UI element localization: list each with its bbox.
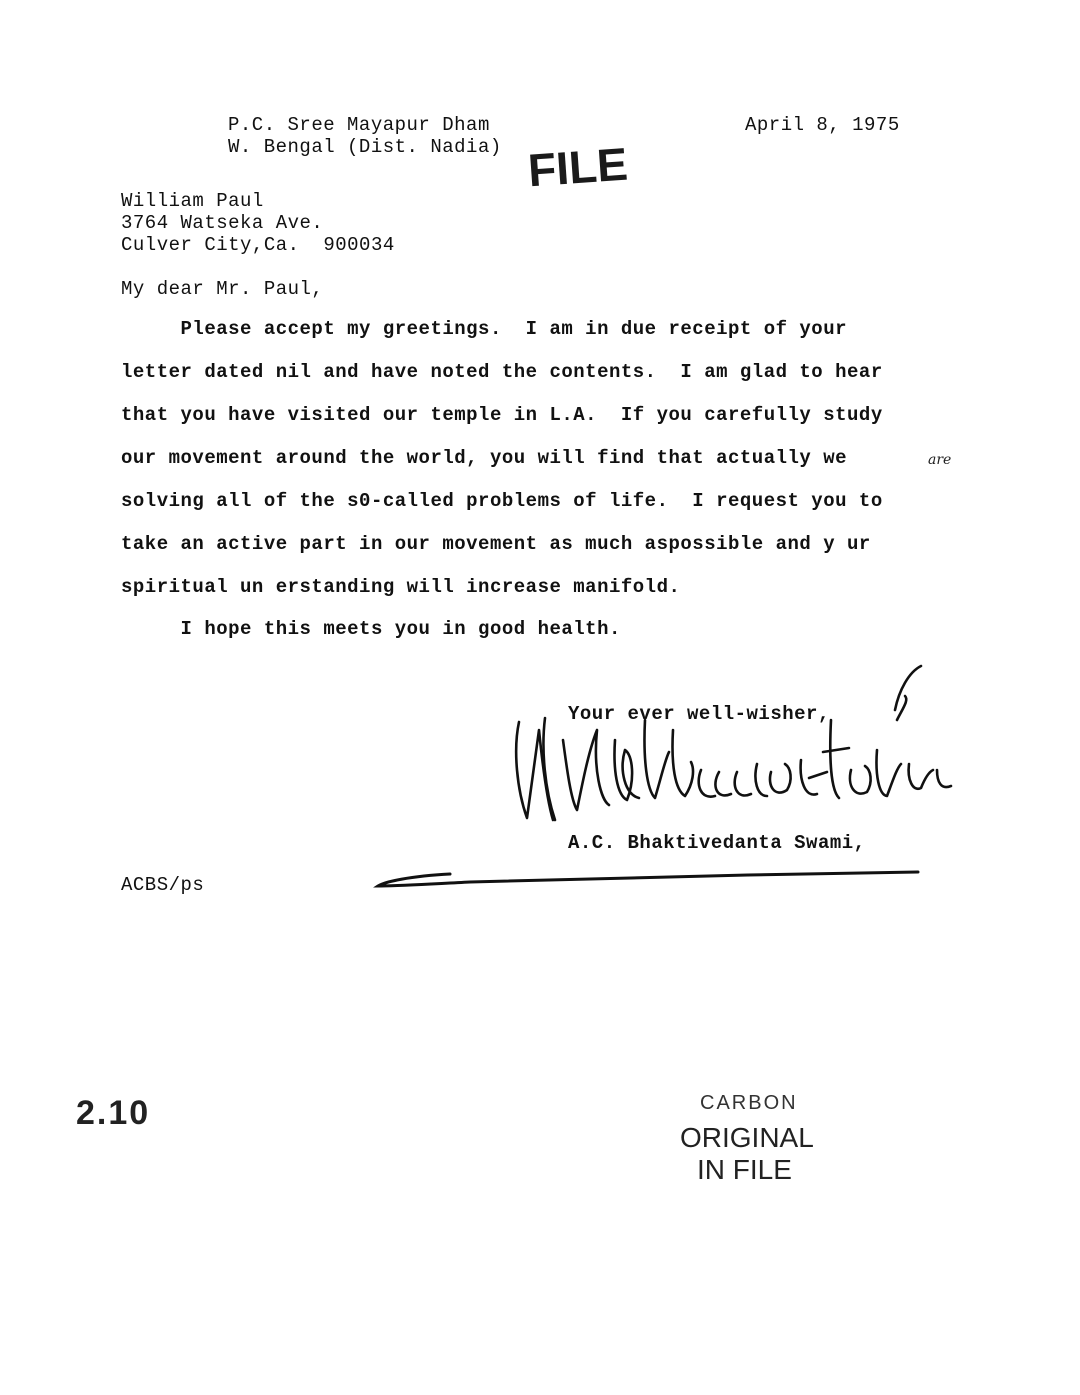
closing-line: Your ever well-wisher, <box>568 703 830 725</box>
pen-stroke-line <box>370 860 930 900</box>
file-stamp: FILE <box>526 137 630 197</box>
body-line-1: Please accept my greetings. I am in due receipt of your <box>121 318 848 340</box>
body-line-7: spiritual un erstanding will increase manifold. <box>121 576 681 598</box>
reference-initials: ACBS/ps <box>121 874 205 896</box>
carbon-stamp-line-2: ORIGINAL <box>680 1122 814 1153</box>
handwritten-signature <box>505 660 965 830</box>
body-line-3: that you have visited our temple in L.A. If you carefully study <box>121 404 883 426</box>
handwritten-insert: are <box>928 452 952 468</box>
body-line-4: our movement around the world, you will find that actually we <box>121 447 848 469</box>
carbon-stamp-line-1: CARBON <box>700 1092 798 1114</box>
reference-number-stamp: 2.10 <box>76 1094 151 1132</box>
body-line-5: solving all of the s0-called problems of life. I request you to <box>121 490 883 512</box>
salutation: My dear Mr. Paul, <box>121 278 324 300</box>
recipient-street: 3764 Watseka Ave. <box>121 212 324 234</box>
body-line-2: letter dated nil and have noted the contents. I am glad to hear <box>121 361 883 383</box>
body-line-8: I hope this meets you in good health. <box>121 618 621 640</box>
sender-address-line-1: P.C. Sree Mayapur Dham <box>228 114 490 136</box>
signature-name: A.C. Bhaktivedanta Swami, <box>568 832 866 854</box>
body-line-6: take an active part in our movement as much aspossible and y ur <box>121 533 871 555</box>
recipient-name: William Paul <box>121 190 264 212</box>
carbon-stamp-line-3: IN FILE <box>697 1154 792 1185</box>
sender-address-line-2: W. Bengal (Dist. Nadia) <box>228 136 502 158</box>
letter-date: April 8, 1975 <box>745 114 900 136</box>
recipient-city: Culver City,Ca. 900034 <box>121 234 395 256</box>
